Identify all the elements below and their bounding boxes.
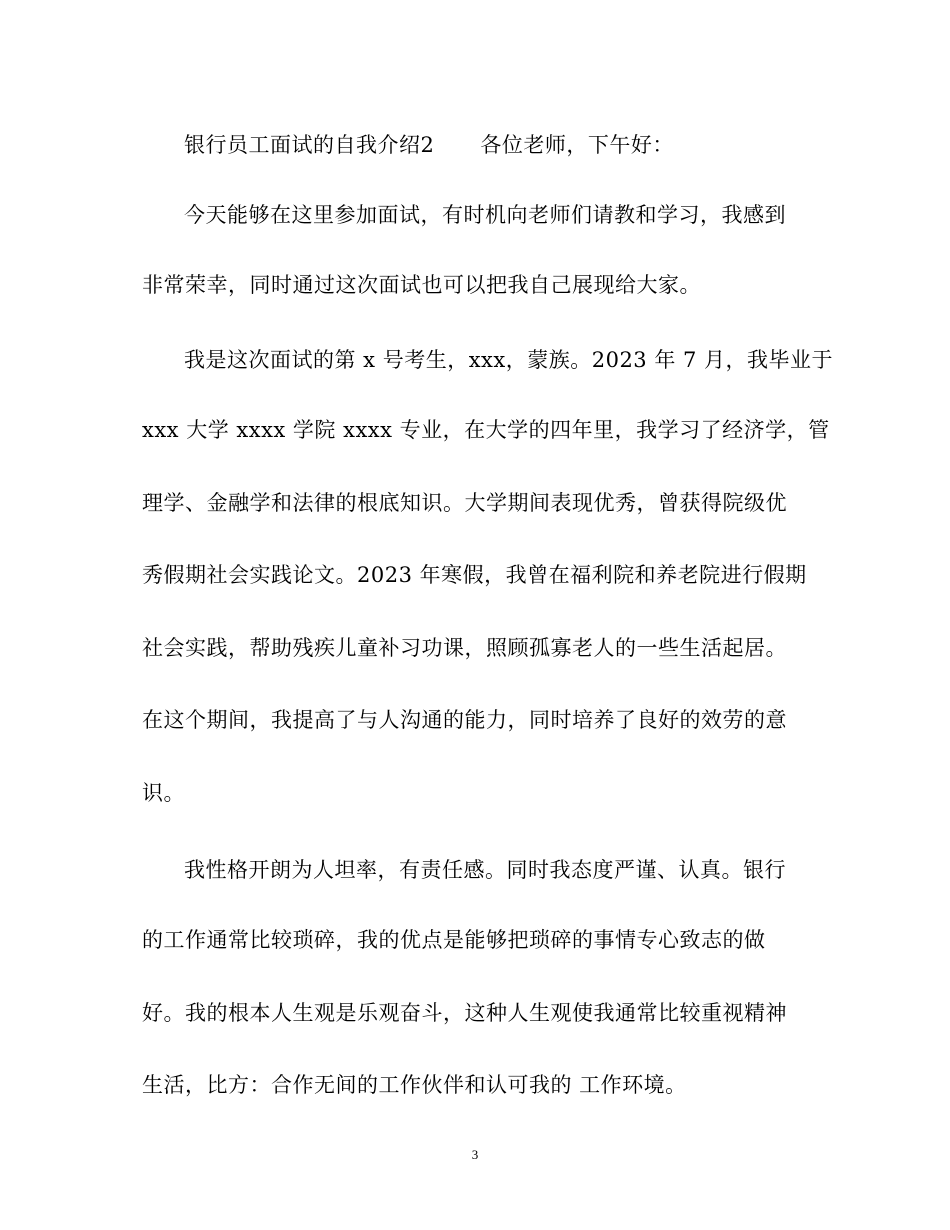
paragraph-line: 识。	[142, 781, 185, 805]
paragraph-line: xxx 大学 xxxx 学院 xxxx 专业，在大学的四年里，我学习了经济学，管	[142, 418, 830, 442]
heading-line	[184, 130, 864, 160]
paragraph-line: 我是这次面试的第 x 号考生，xxx，蒙族。2023 年 7 月，我毕业于	[184, 348, 834, 372]
paragraph-line: 我性格开朗为人坦率，有责任感。同时我态度严谨、认真。银行	[184, 858, 786, 882]
paragraph-line: 秀假期社会实践论文。2023 年寒假，我曾在福利院和养老院进行假期	[142, 563, 807, 587]
paragraph-line: 在这个期间，我提高了与人沟通的能力，同时培养了良好的效劳的意	[142, 708, 787, 732]
paragraph-line: 理学、金融学和法律的根底知识。大学期间表现优秀，曾获得院级优	[142, 491, 787, 515]
paragraph-line: 的工作通常比较琐碎，我的优点是能够把琐碎的事情专心致志的做	[142, 928, 766, 952]
paragraph-line: 社会实践，帮助残疾儿童补习功课，照顾孤寡老人的一些生活起居。	[142, 636, 787, 660]
paragraph-line: 好。我的根本人生观是乐观奋斗，这种人生观使我通常比较重视精神	[142, 1001, 787, 1025]
greeting: 各位老师，下午好：	[480, 133, 674, 157]
paragraph-line: 非常荣幸，同时通过这次面试也可以把我自己展现给大家。	[142, 273, 701, 297]
document-title: 银行员工面试的自我介绍2	[184, 133, 435, 157]
paragraph-line: 今天能够在这里参加面试，有时机向老师们请教和学习，我感到	[184, 203, 786, 227]
page-number: 3	[471, 1147, 479, 1162]
paragraph-line: 生活，比方：合作无间的工作伙伴和认可我的 工作环境。	[142, 1073, 687, 1097]
